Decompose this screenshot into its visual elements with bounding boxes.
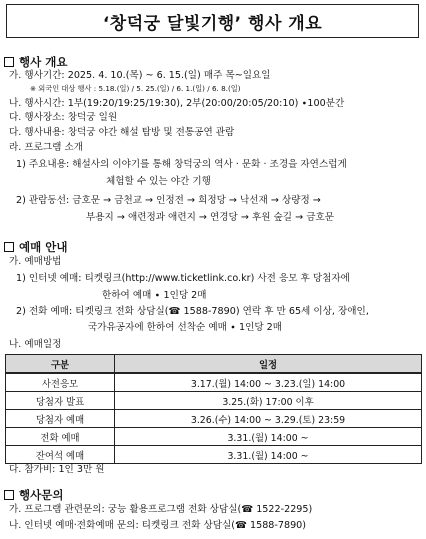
square-bullet-icon — [4, 57, 14, 67]
event-content: 다. 행사내용: 창덕궁 야간 해설 탐방 및 전통공연 관람 — [9, 127, 235, 138]
table-cell-category: 전화 예매 — [6, 428, 115, 446]
table-header-category: 구분 — [6, 355, 115, 374]
phone-booking-line2: 국가유공자에 한하여 선착순 예매 ∙ 1인당 2매 — [88, 322, 283, 333]
event-period: 가. 행사기간: 2025. 4. 10.(목) ~ 6. 15.(일) 매주 목~일요일 — [9, 70, 271, 81]
section-heading-label: 행사 개요 — [19, 55, 68, 69]
table-cell-category: 당첨자 발표 — [6, 392, 115, 410]
section-heading-inquiry — [4, 487, 63, 503]
internet-booking-line2: 한하여 예매 ∙ 1인당 2매 — [102, 290, 207, 301]
table-cell-category: 사전응모 — [6, 373, 115, 392]
table-row — [6, 446, 422, 464]
table-cell-schedule: 3.25.(화) 17:00 이후 — [115, 392, 422, 410]
schedule-table — [5, 354, 422, 464]
page-title: ‘창덕궁 달빛기행’ 행사 개요 — [6, 4, 419, 38]
booking-inquiry: 나. 인터넷 예매·전화예매 문의: 티켓링크 전화 상담실(☎ 1588-7890) — [9, 520, 307, 531]
section-heading-label: 행사문의 — [19, 488, 64, 502]
table-cell-category: 당첨자 예매 — [6, 410, 115, 428]
table-cell-category: 잔여석 예매 — [6, 446, 115, 464]
table-cell-schedule: 3.31.(월) 14:00 ~ — [115, 446, 422, 464]
table-row — [6, 428, 422, 446]
table-header-row — [6, 355, 422, 374]
main-content-line2: 체험할 수 있는 야간 기행 — [106, 176, 211, 187]
participation-fee: 다. 참가비: 1인 3만 원 — [9, 464, 105, 475]
table-row — [6, 373, 422, 392]
route-line1: 2) 관람동선: 금호문 → 금천교 → 인정전 → 희정당 → 낙선재 → 상량정 → — [16, 195, 321, 206]
program-intro: 라. 프로그램 소개 — [9, 142, 84, 153]
foreigner-note: ※ 외국인 대상 행사 : 5.18.(일) / 5. 25.(일) / 6. 1.(일) / 6. 8.(일) — [30, 84, 241, 93]
section-heading-booking — [4, 239, 67, 255]
square-bullet-icon — [4, 490, 14, 500]
internet-booking-line1: 1) 인터넷 예매: 티켓링크(http://www.ticketlink.co.kr) 사전 응모 후 당첨자에 — [16, 273, 350, 284]
booking-method: 가. 예매방법 — [9, 256, 62, 267]
main-content-line1: 1) 주요내용: 해설사의 이야기를 통해 창덕궁의 역사 · 문화 · 조경을 자연스럽게 — [16, 159, 347, 170]
table-cell-schedule: 3.26.(수) 14:00 ~ 3.29.(토) 23:59 — [115, 410, 422, 428]
booking-schedule-label: 나. 예매일정 — [9, 339, 62, 350]
table-row — [6, 392, 422, 410]
program-inquiry: 가. 프로그램 관련문의: 궁능 활용프로그램 전화 상담실(☎ 1522-2295) — [9, 504, 313, 515]
section-heading-label: 예매 안내 — [19, 240, 68, 254]
table-header-schedule: 일정 — [115, 355, 422, 374]
table-cell-schedule: 3.17.(월) 14:00 ~ 3.23.(일) 14:00 — [115, 373, 422, 392]
table-row — [6, 410, 422, 428]
square-bullet-icon — [4, 242, 14, 252]
section-heading-overview — [4, 54, 67, 70]
phone-booking-line1: 2) 전화 예매: 티켓링크 전화 상담실(☎ 1588-7890) 연락 후 만 65세 이상, 장애인, — [16, 306, 369, 317]
event-venue: 다. 행사장소: 창덕궁 일원 — [9, 112, 118, 123]
table-cell-schedule: 3.31.(월) 14:00 ~ — [115, 428, 422, 446]
route-line2: 부용지 → 애련정과 애련지 → 연경당 → 후원 숲길 → 금호문 — [86, 212, 335, 223]
event-time: 나. 행사시간: 1부(19:20/19:25/19:30), 2부(20:00/20:05/20:10) ∙100분간 — [9, 98, 345, 109]
